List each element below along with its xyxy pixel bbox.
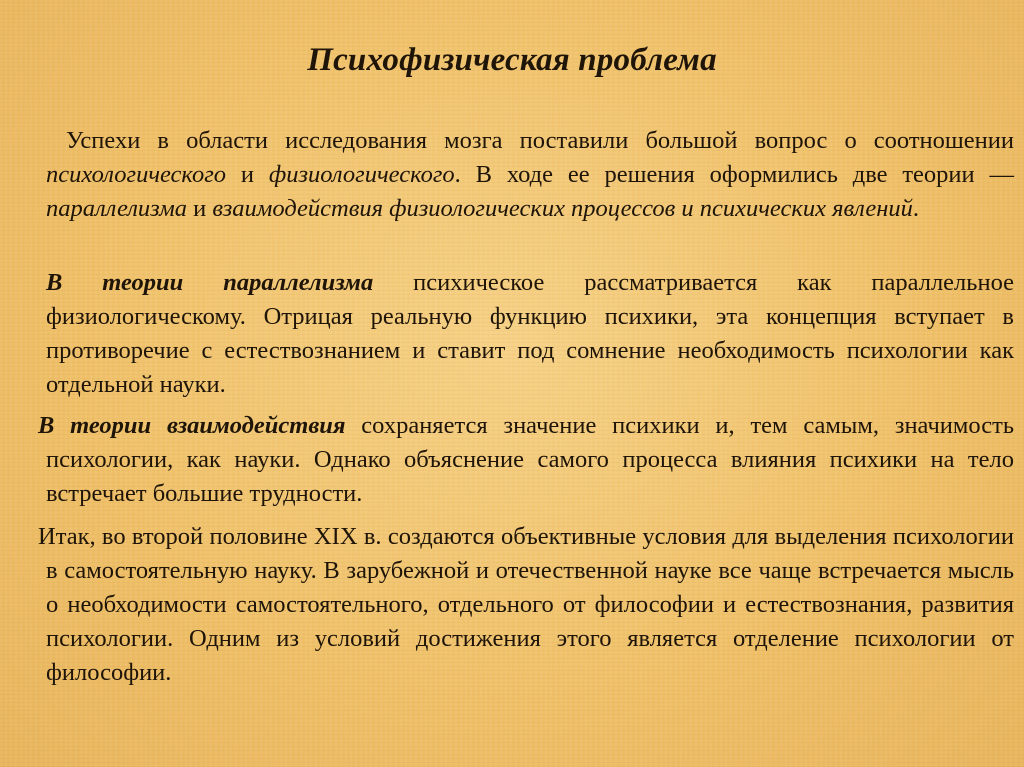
paragraph-intro — [46, 124, 1014, 226]
slide-title: Психофизическая проблема — [307, 42, 717, 78]
text-run: и — [226, 161, 269, 188]
text-run: и — [187, 195, 213, 222]
text-run: Итак, во второй половине XIX в. создаются объективные условия для выделения психологии в самостоятельную науку. В зарубежной и отечественной науке все чаще встречается мысль о необходимости самостоятельного, отдельного от философии и естествознания, развития психологии. Одним из условий достижения этого является отделение психологии от философии. — [38, 523, 1014, 686]
text-run: . В ходе ее решения оформились две теории — — [454, 161, 1014, 188]
text-run: сохраняется значение психики и, тем самым, значимость психологии, как науки. Однако объяснение самого процесса влияния психики на тело встречает большие трудности. — [46, 412, 1014, 507]
paragraph-interaction — [38, 409, 1014, 511]
text-run: психическое рассматривается как параллельное физиологическому. Отрицая реальную функцию психики, эта концепция вступает в противоречие с естествознанием и ставит под сомнение необходимость психологии как отдельной науки. — [46, 269, 1014, 398]
bold-italic-heading-interaction: В теории взаимодействия — [38, 412, 346, 439]
text-run: Успехи в области исследования мозга поставили большой вопрос о соотношении — [66, 127, 1014, 154]
paragraph-conclusion — [38, 520, 1014, 690]
paragraph-parallelism — [46, 266, 1014, 402]
italic-term-psychological: психологического — [46, 161, 227, 188]
text-run: . — [912, 195, 920, 222]
italic-term-physiological: физиологического — [268, 161, 455, 188]
bold-italic-heading-parallelism: В теории параллелизма — [46, 269, 374, 296]
italic-term-parallelism: параллелизма — [46, 195, 188, 222]
italic-term-interaction: взаимодействия физиологических процессов и психических явлений — [212, 195, 913, 222]
